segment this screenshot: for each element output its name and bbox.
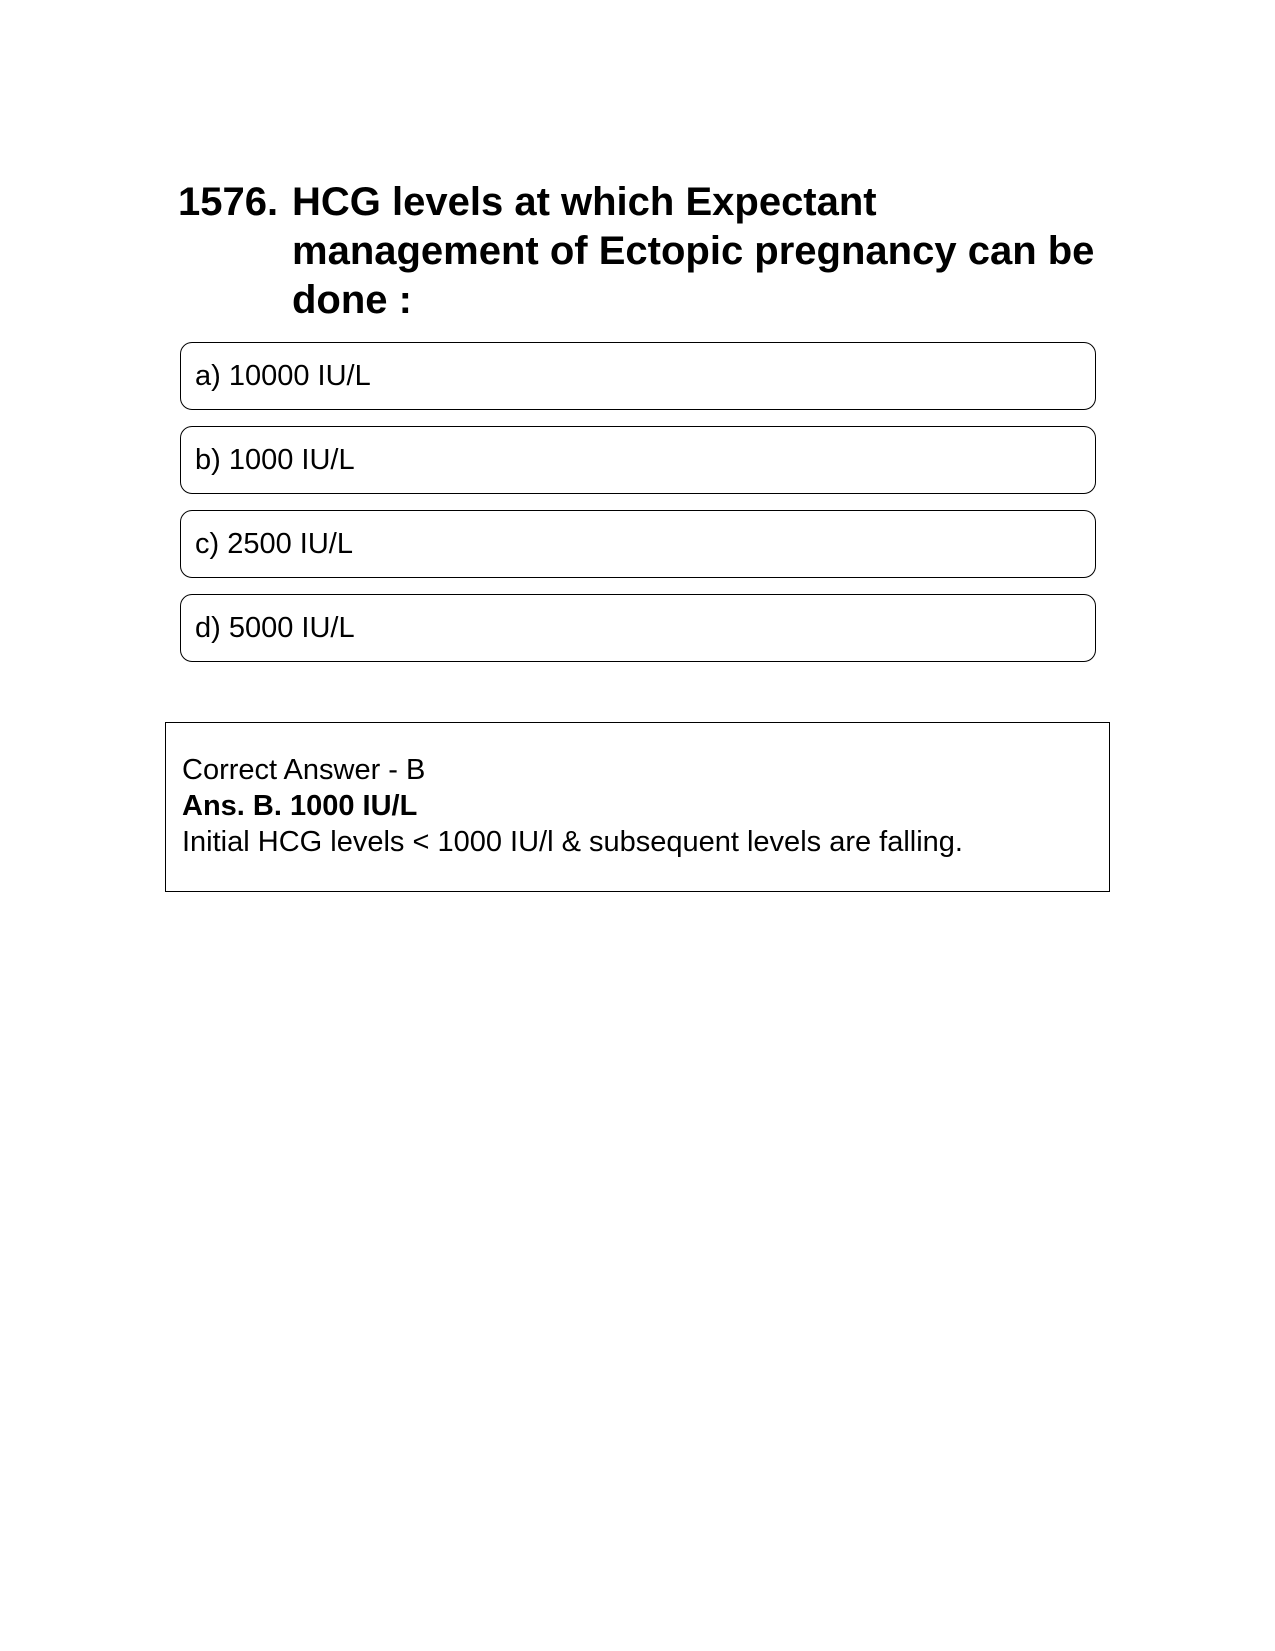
option-a[interactable]: a) 10000 IU/L — [180, 342, 1096, 410]
option-d[interactable]: d) 5000 IU/L — [180, 594, 1096, 662]
question-number: 1576. — [178, 180, 279, 224]
option-c[interactable]: c) 2500 IU/L — [180, 510, 1096, 578]
answer-box — [165, 722, 1110, 892]
question — [178, 178, 1098, 325]
options-list — [180, 342, 1096, 678]
answer-explanation: Initial HCG levels < 1000 IU/l & subsequent levels are falling. — [182, 826, 963, 858]
option-b[interactable]: b) 1000 IU/L — [180, 426, 1096, 494]
correct-answer: Correct Answer - B — [182, 754, 426, 786]
answer-heading: Ans. B. 1000 IU/L — [182, 790, 418, 822]
question-text: HCG levels at which Expectant management of Ectopic pregnancy can be done : — [292, 180, 1095, 322]
